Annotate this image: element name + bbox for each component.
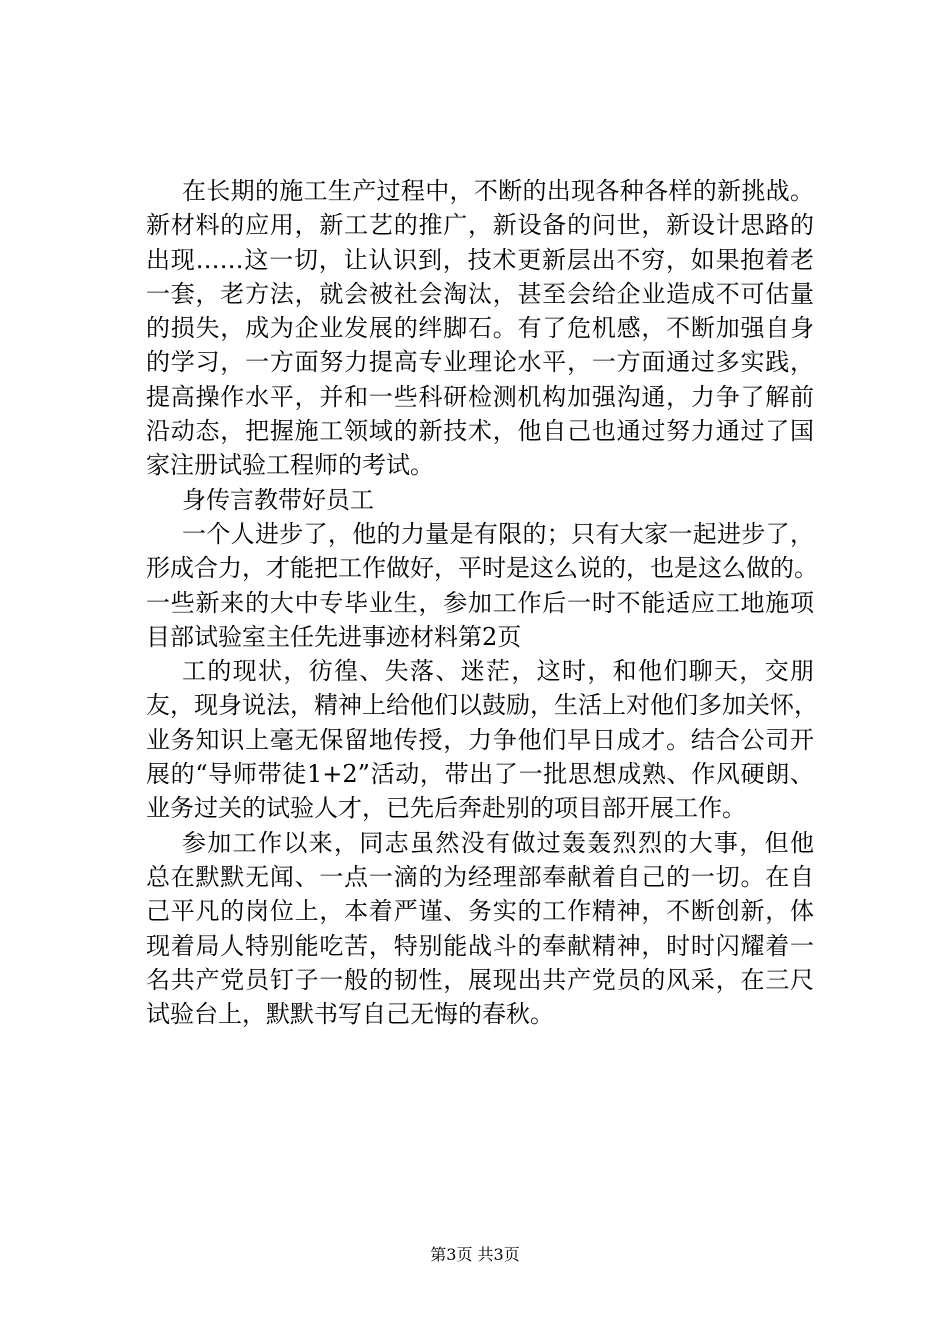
paragraph-line: 一个人进步了，他的力量是有限的；只有大家一起进步了， (182, 519, 814, 548)
paragraph-line: 的学习，一方面努力提高专业理论水平，一方面通过多实践， (146, 348, 814, 377)
paragraph-line: 己平凡的岗位上，本着严谨、务实的工作精神，不断创新，体 (146, 897, 814, 926)
paragraph-line: 试验台上，默默书写自己无悔的春秋。 (146, 1000, 554, 1029)
paragraph-line: 展的“导师带徒1+2”活动，带出了一批思想成熟、作风硬朗、 (146, 760, 814, 789)
paragraph-line: 业务过关的试验人才，已先后奔赴别的项目部开展工作。 (146, 794, 746, 823)
paragraph-line: 工的现状，彷徨、失落、迷茫，这时，和他们聊天，交朋 (182, 657, 814, 686)
paragraph-line: 一套，老方法，就会被社会淘汰，甚至会给企业造成不可估量 (146, 279, 814, 308)
body-text (146, 174, 818, 1031)
paragraph-line: 的损失，成为企业发展的绊脚石。有了危机感，不断加强自身 (146, 314, 814, 343)
paragraph-line: 提高操作水平，并和一些科研检测机构加强沟通，力争了解前 (146, 382, 814, 411)
paragraph-line: 沿动态，把握施工领域的新技术，他自己也通过努力通过了国 (146, 417, 814, 446)
paragraph-line: 在长期的施工生产过程中，不断的出现各种各样的新挑战。 (182, 177, 814, 205)
paragraph-line: 目部试验室主任先进事迹材料第2页 (146, 622, 522, 651)
paragraph-line: 一些新来的大中专毕业生，参加工作后一时不能适应工地施项 (146, 588, 814, 617)
paragraph-line: 参加工作以来，同志虽然没有做过轰轰烈烈的大事，但他 (182, 828, 814, 857)
paragraph-line: 形成合力，才能把工作做好，平时是这么说的，也是这么做的。 (146, 554, 818, 583)
paragraph-line: 名共产党员钉子一般的韧性，展现出共产党员的风采，在三尺 (146, 965, 814, 994)
page-footer: 第3页 共3页 (430, 1245, 520, 1264)
paragraph-line: 现着局人特别能吃苦，特别能战斗的奉献精神，时时闪耀着一 (146, 931, 814, 960)
paragraph-line: 出现……这一切，让认识到，技术更新层出不穷，如果抱着老 (146, 245, 814, 274)
paragraph-line: 业务知识上毫无保留地传授，力争他们早日成才。结合公司开 (146, 725, 814, 754)
paragraph-line: 总在默默无闻、一点一滴的为经理部奉献着自己的一切。在自 (146, 862, 814, 891)
paragraph-line: 友，现身说法，精神上给他们以鼓励，生活上对他们多加关怀， (146, 691, 818, 720)
paragraph-line: 家注册试验工程师的考试。 (146, 451, 434, 480)
paragraph-line: 新材料的应用，新工艺的推广，新设备的问世，新设计思路的 (146, 211, 814, 240)
section-heading: 身传言教带好员工 (182, 485, 374, 514)
